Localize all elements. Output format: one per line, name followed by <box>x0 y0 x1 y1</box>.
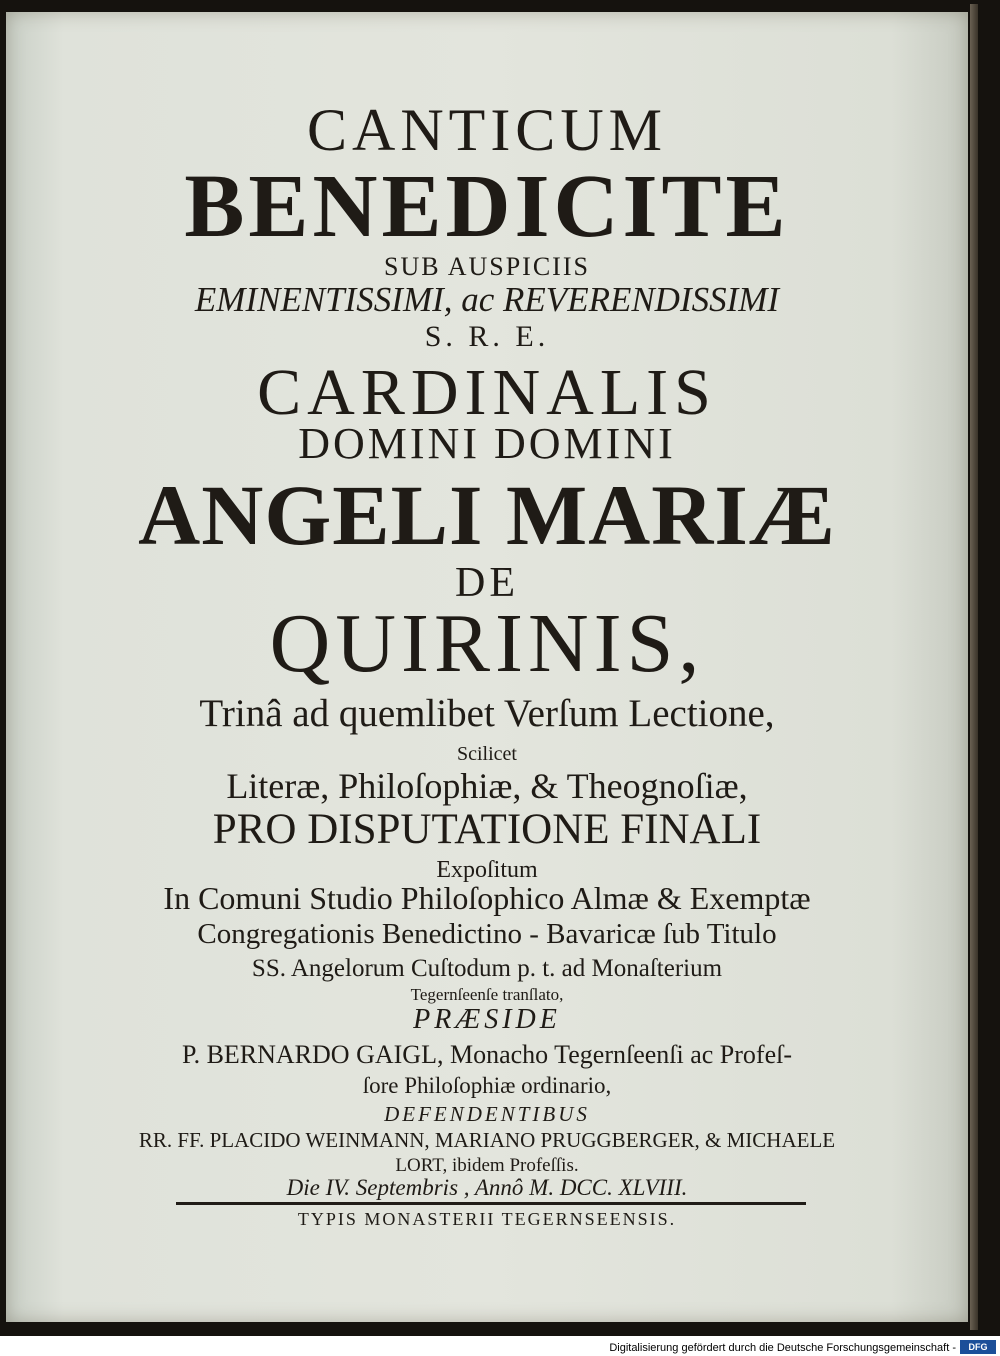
line-congregationis: Congregationis Benedictino - Bavaricæ ſub Titulo <box>197 918 777 950</box>
line-domini-domini: DOMINI DOMINI <box>298 419 676 468</box>
title-page <box>6 12 968 1322</box>
line-eminentissimi: EMINENTISSIMI, ac REVERENDISSIMI <box>194 280 780 319</box>
line-angelorum: SS. Angelorum Cuſtodum p. t. ad Monaſterium <box>251 955 723 982</box>
title-quirinis: QUIRINIS, <box>269 597 705 690</box>
line-defenders: RR. FF. PLACIDO WEINMANN, MARIANO PRUGGBERGER, & MICHAELE <box>138 1128 836 1152</box>
imprint: TYPIS MONASTERII TEGERNSEENSIS. <box>297 1209 677 1229</box>
line-scilicet: Scilicet <box>457 743 517 765</box>
dfg-logo: DFG <box>960 1340 996 1354</box>
title-benedicite: BENEDICITE <box>184 157 790 256</box>
line-lort: LORT, ibidem Profeſſis. <box>395 1155 579 1176</box>
title-canticum: CANTICUM <box>306 97 667 163</box>
line-expositum: Expoſitum <box>436 857 538 883</box>
line-pro-disputatione: PRO DISPUTATIONE FINALI <box>212 806 762 853</box>
line-literae: Literæ, Philoſophiæ, & Theognoſiæ, <box>226 766 748 806</box>
line-de: DE <box>455 560 519 606</box>
line-professore: ſore Philoſophiæ ordinario, <box>362 1073 612 1098</box>
digitization-credit: Digitalisierung gefördert durch die Deutsche Forschungsgemeinschaft - <box>609 1342 956 1354</box>
line-praeside: PRÆSIDE <box>413 1004 561 1035</box>
line-bernardo-gaigl: P. BERNARDO GAIGL, Monacho Tegernſeenſi ac Profeſ- <box>181 1040 793 1069</box>
line-sub-auspiciis: SUB AUSPICIIS <box>384 252 590 281</box>
book-edge <box>970 4 978 1330</box>
line-tegernseense: Tegernſeenſe tranſlato, <box>410 985 564 1004</box>
title-cardinalis: CARDINALIS <box>257 356 717 429</box>
line-trina: Trinâ ad quemlibet Verſum Lectione, <box>199 692 775 735</box>
line-defendentibus: DEFENDENTIBUS <box>384 1102 590 1126</box>
line-date: Die IV. Septembris , Annô M. DCC. XLVIII. <box>286 1175 688 1200</box>
title-angeli-mariae: ANGELI MARIÆ <box>138 467 836 563</box>
line-sre: S. R. E. <box>424 320 550 353</box>
divider-rule <box>176 1202 806 1205</box>
line-in-comuni: In Comuni Studio Philoſophico Almæ & Exemptæ <box>163 880 811 916</box>
